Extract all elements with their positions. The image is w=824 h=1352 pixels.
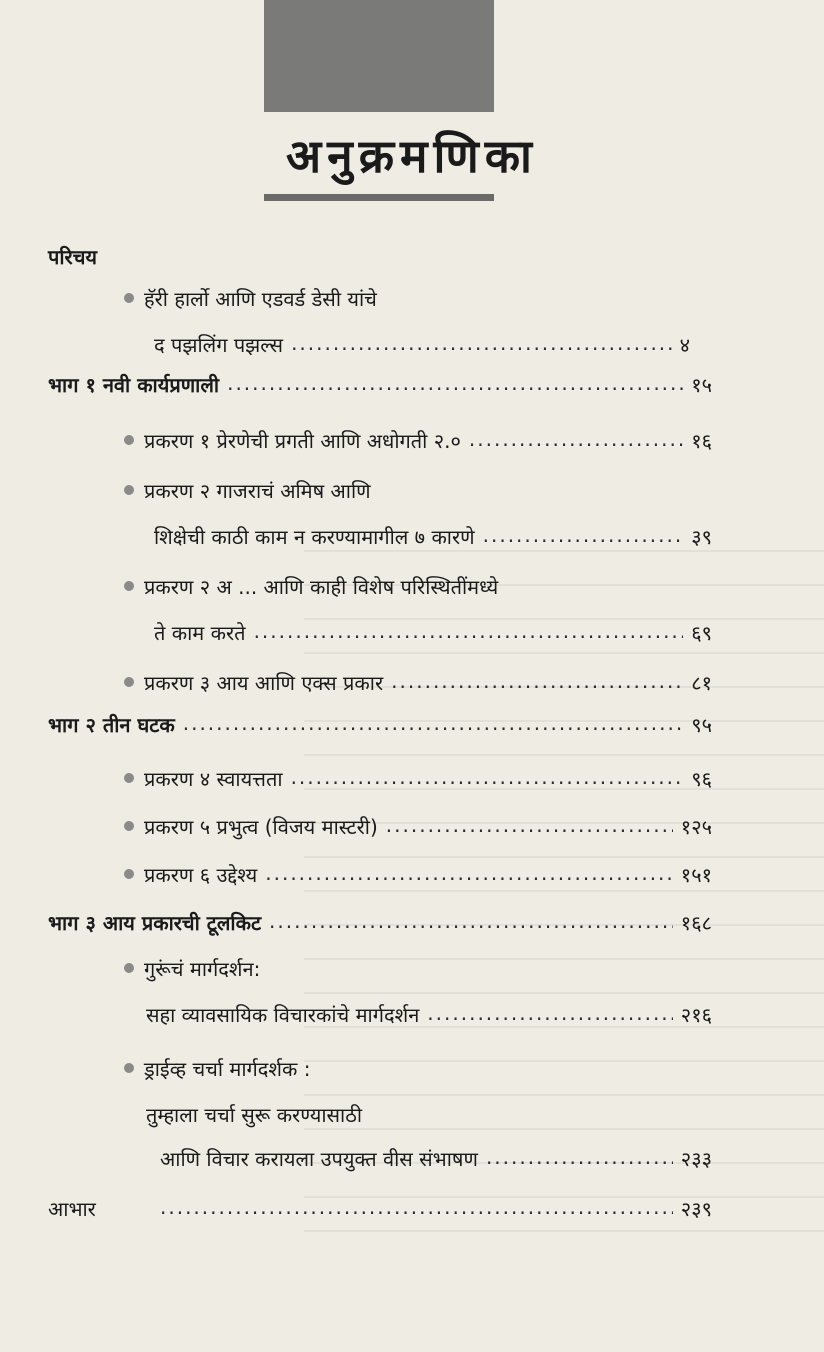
toc-entry-text: प्रकरण ३ आय आणि एक्स प्रकार <box>144 670 384 695</box>
toc-page-number: १५१ <box>680 862 712 887</box>
toc-page-number: १६८ <box>680 910 712 935</box>
toc-part-label: भाग २ तीन घटक <box>48 712 175 737</box>
toc-entry-text: प्रकरण ५ प्रभुत्व (विजय मास्टरी) <box>144 814 378 839</box>
toc-part-1[interactable] <box>48 366 712 402</box>
toc-page-number: २३९ <box>680 1196 712 1221</box>
bullet-icon <box>124 773 134 783</box>
toc-guru-line2[interactable] <box>146 996 712 1032</box>
dot-leader <box>183 712 683 736</box>
toc-entry-intro-line1[interactable] <box>124 280 724 316</box>
toc-entry-text: आभार <box>48 1196 96 1221</box>
dot-leader <box>269 910 673 934</box>
dot-leader <box>291 332 672 356</box>
toc-page-number: १२५ <box>680 814 712 839</box>
dot-leader <box>291 766 684 790</box>
toc-thanks-leader <box>160 1190 712 1226</box>
toc-guru-line1[interactable] <box>124 950 712 986</box>
toc-page-number: १५ <box>691 372 712 397</box>
dot-leader <box>227 372 683 396</box>
toc-drive-line2[interactable] <box>146 1096 712 1132</box>
toc-chapter-1[interactable] <box>124 422 712 458</box>
toc-thanks[interactable] <box>48 1190 158 1226</box>
toc-page-number: २१६ <box>680 1002 712 1027</box>
bullet-icon <box>124 677 134 687</box>
bullet-icon <box>124 821 134 831</box>
toc-part-label: भाग ३ आय प्रकारची टूलकिट <box>48 910 262 935</box>
toc-entry-text: प्रकरण १ प्रेरणेची प्रगती आणि अधोगती २.० <box>144 428 461 453</box>
toc-entry-text: तुम्हाला चर्चा सुरू करण्यासाठी <box>146 1102 363 1127</box>
toc-page-number: ४ <box>679 332 690 357</box>
toc-entry-text: प्रकरण ६ उद्देश्य <box>144 862 258 887</box>
toc-section-intro <box>48 238 768 274</box>
dot-leader <box>391 670 683 694</box>
toc-entry-text: शिक्षेची काठी काम न करण्यामागील ७ कारणे <box>154 524 475 549</box>
page-title: अनुक्रमणिका <box>286 129 538 183</box>
bullet-icon <box>124 581 134 591</box>
dot-leader <box>254 620 684 644</box>
toc-section-label: परिचय <box>48 244 98 269</box>
bullet-icon <box>124 1063 134 1073</box>
toc-entry-text: द पझलिंग पझल्स <box>154 332 284 357</box>
toc-entry-text: गुरूंचं मार्गदर्शन: <box>144 956 261 981</box>
toc-drive-line3[interactable] <box>160 1140 712 1176</box>
dot-leader <box>483 524 684 548</box>
toc-chapter-4[interactable] <box>124 760 712 796</box>
header-decor-block <box>264 0 494 112</box>
bullet-icon <box>124 869 134 879</box>
dot-leader <box>386 814 673 838</box>
toc-page-number: ३९ <box>691 524 712 549</box>
toc-chapter-2a-line1[interactable] <box>124 568 712 604</box>
bullet-icon <box>124 485 134 495</box>
toc-drive-line1[interactable] <box>124 1050 712 1086</box>
toc-part-3[interactable] <box>48 904 712 940</box>
dot-leader <box>160 1196 673 1220</box>
bullet-icon <box>124 293 134 303</box>
dot-leader <box>469 428 683 452</box>
dot-leader <box>427 1002 673 1026</box>
toc-entry-intro-line2[interactable] <box>154 326 690 362</box>
toc-page-number: २३३ <box>680 1146 712 1171</box>
dot-leader <box>265 862 673 886</box>
dot-leader <box>486 1146 673 1170</box>
toc-entry-text: हॅरी हार्लो आणि एडवर्ड डेसी यांचे <box>144 286 377 311</box>
toc-page-number: ६९ <box>691 620 712 645</box>
toc-chapter-2-line2[interactable] <box>154 518 712 554</box>
toc-chapter-2-line1[interactable] <box>124 472 712 508</box>
toc-page-number: १६ <box>691 428 712 453</box>
title-underline <box>264 194 494 201</box>
bullet-icon <box>124 435 134 445</box>
toc-entry-text: ते काम करते <box>154 620 246 645</box>
toc-entry-text: आणि विचार करायला उपयुक्त वीस संभाषण <box>160 1146 478 1171</box>
toc-page-number: ९६ <box>691 766 712 791</box>
toc-entry-text: सहा व्यावसायिक विचारकांचे मार्गदर्शन <box>146 1002 420 1027</box>
toc-page-number: ९५ <box>691 712 712 737</box>
toc-chapter-3[interactable] <box>124 664 712 700</box>
toc-part-2[interactable] <box>48 706 712 742</box>
toc-chapter-5[interactable] <box>124 808 712 844</box>
toc-entry-text: प्रकरण २ अ ... आणि काही विशेष परिस्थितींमध्ये <box>144 574 499 599</box>
toc-entry-text: ड्राईव्ह चर्चा मार्गदर्शक : <box>144 1056 311 1081</box>
toc-chapter-2a-line2[interactable] <box>154 614 712 650</box>
toc-part-label: भाग १ नवी कार्यप्रणाली <box>48 372 220 397</box>
toc-entry-text: प्रकरण ४ स्वायत्तता <box>144 766 283 791</box>
toc-entry-text: प्रकरण २ गाजराचं अमिष आणि <box>144 478 371 503</box>
toc-page-number: ८१ <box>691 670 712 695</box>
toc-chapter-6[interactable] <box>124 856 712 892</box>
bullet-icon <box>124 963 134 973</box>
